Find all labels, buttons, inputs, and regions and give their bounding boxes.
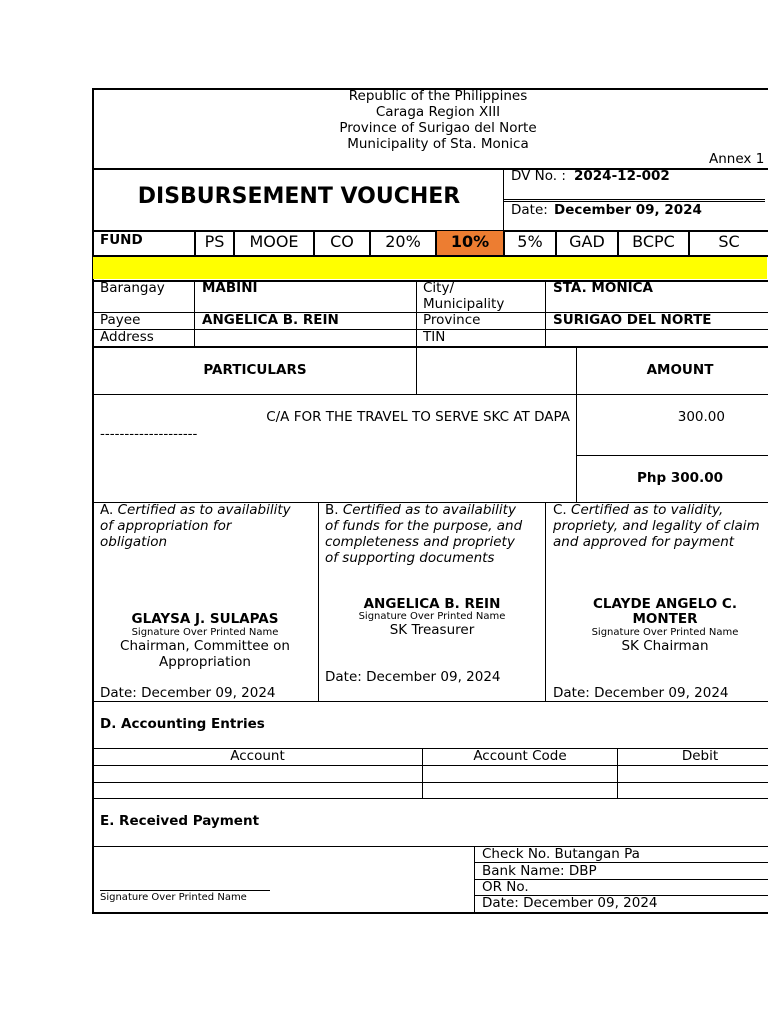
info-col-1 <box>194 280 195 346</box>
cert-b-signature-label: Signature Over Printed Name <box>358 611 506 622</box>
cert-bottom-line <box>92 701 768 702</box>
accounting-row-line-2 <box>92 782 768 783</box>
tin-label: TIN <box>423 329 446 345</box>
fund-option-label: CO <box>330 232 354 251</box>
received-date: Date: December 09, 2024 <box>482 895 658 911</box>
cert-a-signature-label: Signature Over Printed Name <box>131 627 279 638</box>
cert-a-position-2: Appropriation <box>159 654 251 670</box>
cert-c-name-2: MONTER <box>632 611 698 627</box>
accounting-row-line-3 <box>92 798 768 799</box>
fund-option-10pct <box>435 231 503 256</box>
fund-option-label: 5% <box>517 232 543 251</box>
barangay-label: Barangay <box>100 280 165 296</box>
cert-b-line-4: of supporting documents <box>325 550 495 566</box>
highlight-band <box>93 257 767 279</box>
voucher-title: DISBURSEMENT VOUCHER <box>137 184 461 209</box>
cert-b-position: SK Treasurer <box>389 622 475 638</box>
fund-label: FUND <box>100 232 143 248</box>
particulars-header-line <box>92 394 768 395</box>
dv-date-value: December 09, 2024 <box>554 202 702 218</box>
info-col-2 <box>416 280 417 394</box>
fund-option-label: PS <box>204 232 225 251</box>
province-label: Province <box>423 312 481 328</box>
address-label: Address <box>100 329 154 345</box>
cert-c-signature-label: Signature Over Printed Name <box>591 627 739 638</box>
info-col-3 <box>545 280 546 346</box>
fund-option-co <box>313 231 369 256</box>
cert-c-position: SK Chairman <box>621 638 709 654</box>
check-number: Check No. Butangan Pa <box>482 846 640 862</box>
header-municipality: Municipality of Sta. Monica <box>347 136 529 152</box>
city-value: STA. MONICA <box>553 280 653 296</box>
account-column-header: Account <box>230 748 285 764</box>
dv-no-label: DV No. : <box>511 168 566 184</box>
fund-option-label: MOOE <box>249 232 299 251</box>
cert-b-line-3: completeness and propriety <box>325 534 515 550</box>
cert-b-line-1: B. Certified as to availability <box>325 502 516 518</box>
province-value: SURIGAO DEL NORTE <box>553 312 712 328</box>
amount-value: 300.00 <box>677 409 725 425</box>
cert-c-line-1: C. Certified as to validity, <box>553 502 724 518</box>
particulars-header: PARTICULARS <box>203 362 307 378</box>
accounting-title: D. Accounting Entries <box>100 716 265 732</box>
debit-column-header: Debit <box>681 748 719 764</box>
received-title: E. Received Payment <box>100 813 260 829</box>
cert-c-line-3: and approved for payment <box>553 534 735 550</box>
barangay-value: MABINI <box>202 280 258 296</box>
fund-option-label: GAD <box>569 232 605 251</box>
form-left-border <box>92 88 94 913</box>
cert-c-line-2: propriety, and legality of claim <box>553 518 760 534</box>
cert-a-name: GLAYSA J. SULAPAS <box>131 611 279 627</box>
cert-a-line-3: obligation <box>100 534 168 550</box>
city-label: City/ <box>423 280 455 296</box>
cert-a-line-1: A. Certified as to availability <box>100 502 291 518</box>
received-top-line <box>92 846 768 847</box>
accounting-row-line-1 <box>92 765 768 766</box>
cert-b-line-2: of funds for the purpose, and <box>325 518 523 534</box>
info-row-line-3 <box>92 346 768 348</box>
total-line <box>576 455 768 456</box>
particulars-dashes: -------------------- <box>100 426 198 442</box>
dv-divider <box>503 199 765 200</box>
cert-a-line-2: of appropriation for <box>100 518 232 534</box>
or-number: OR No. <box>482 879 529 895</box>
fund-option-ps <box>194 231 233 256</box>
payee-value: ANGELICA B. REIN <box>202 312 339 328</box>
fund-option-mooe <box>233 231 313 256</box>
received-signature-label: Signature Over Printed Name <box>100 892 247 903</box>
header-province: Province of Surigao del Norte <box>339 120 537 136</box>
dv-no-value: 2024-12-002 <box>574 168 670 184</box>
particulars-text: C/A FOR THE TRAVEL TO SERVE SKC AT DAPA <box>266 409 570 425</box>
fund-option-gad <box>555 231 617 256</box>
fund-option-label: BCPC <box>632 232 675 251</box>
header-republic: Republic of the Philippines <box>348 88 528 104</box>
received-signature-line <box>100 890 270 891</box>
fund-option-5pct <box>503 231 555 256</box>
total-amount: Php 300.00 <box>637 470 723 486</box>
cert-b-name: ANGELICA B. REIN <box>363 596 501 612</box>
annex-label: Annex 1 <box>709 151 765 167</box>
cert-c-date: Date: December 09, 2024 <box>553 685 729 701</box>
account-code-column-header: Account Code <box>473 748 567 764</box>
fund-option-bcpc <box>617 231 688 256</box>
form-bottom-border <box>92 912 768 914</box>
cert-a-date: Date: December 09, 2024 <box>100 685 276 701</box>
bank-name: Bank Name: DBP <box>482 863 597 879</box>
fund-option-label: 10% <box>450 232 490 251</box>
cert-b-date: Date: December 09, 2024 <box>325 669 501 685</box>
cert-a-position-1: Chairman, Committee on <box>120 638 290 654</box>
amount-header: AMOUNT <box>646 362 714 378</box>
header-region: Caraga Region XIII <box>375 104 501 120</box>
fund-option-label: SC <box>718 232 740 251</box>
fund-option-sc <box>688 231 768 256</box>
fund-option-20pct <box>369 231 435 256</box>
payee-label: Payee <box>100 312 141 328</box>
dv-date-label: Date: <box>511 202 548 218</box>
fund-option-label: 20% <box>385 232 421 251</box>
municipality-label: Municipality <box>423 296 505 312</box>
cert-c-name-1: CLAYDE ANGELO C. <box>593 596 737 612</box>
